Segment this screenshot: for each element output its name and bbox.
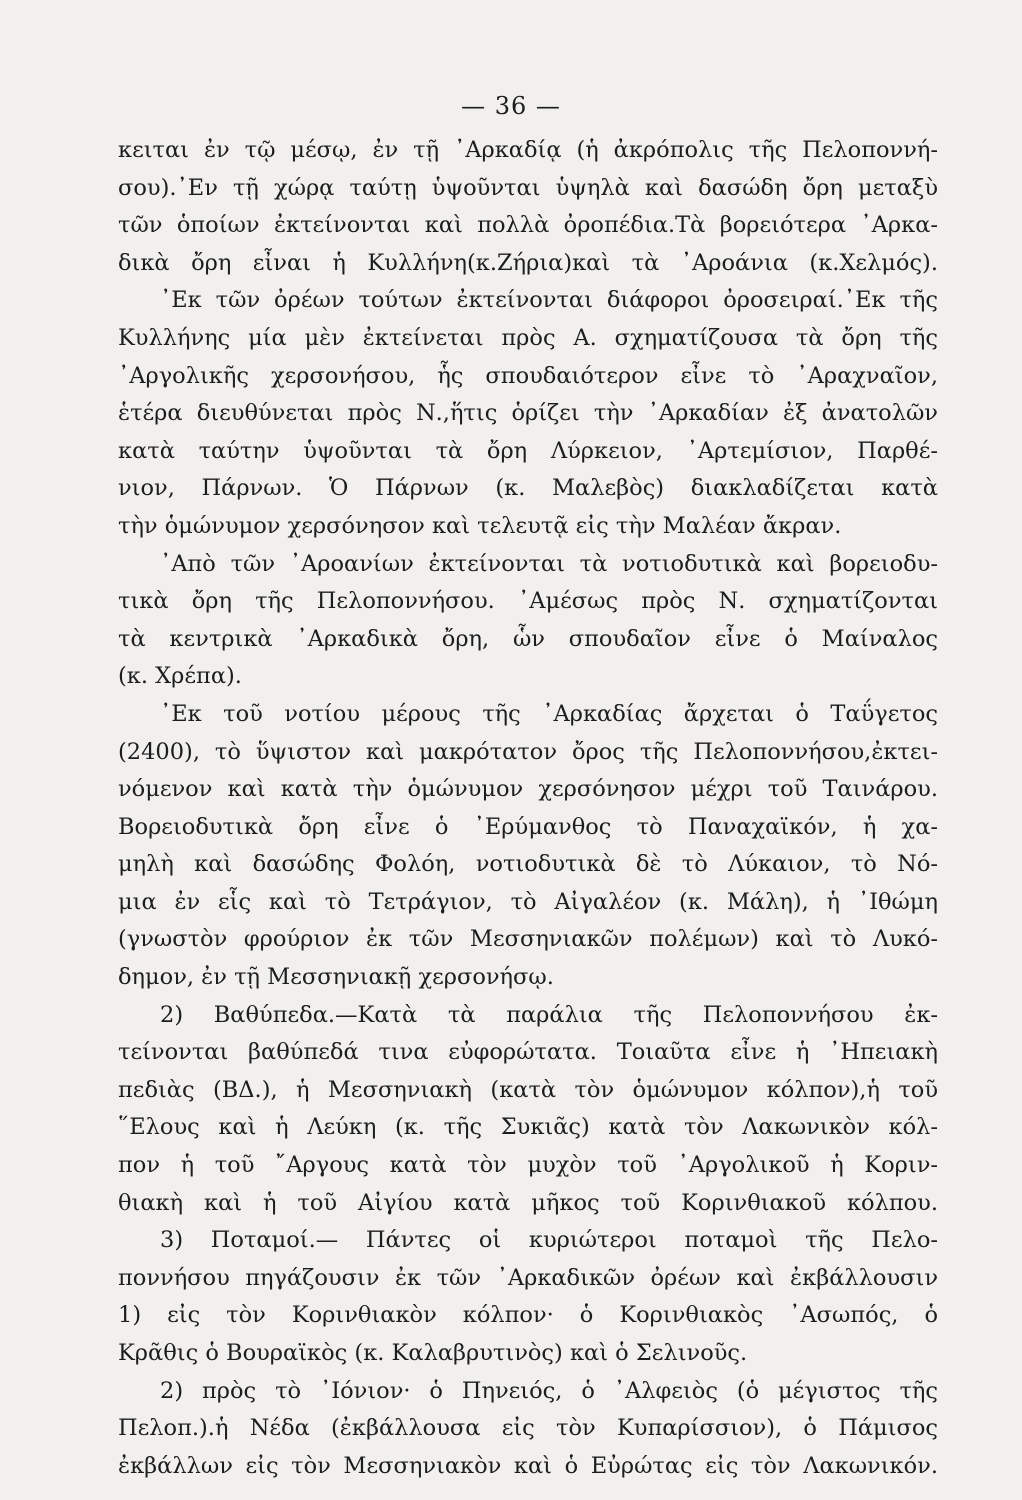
text-line: κειται ἐν τῷ μέσῳ, ἐν τῇ ᾿Αρκαδίᾳ (ἡ ἀκρόπολις τῆς Πελοποννή- xyxy=(118,137,938,163)
text-line: τικὰ ὄρη τῆς Πελοποννήσου. ᾿Αμέσως πρὸς Ν. σχηματίζονται xyxy=(118,588,938,615)
text-line: 1) εἰς τὸν Κορινθιακὸν κόλπον· ὁ Κορινθιακὸς ᾿Ασωπός, ὁ xyxy=(118,1302,938,1329)
text-line: ᾿Απὸ τῶν ᾿Αροανίων ἐκτείνονται τὰ νοτιοδυτικὰ καὶ βορειοδυ- xyxy=(160,550,938,577)
text-line: Βορειοδυτικὰ ὄρη εἶνε ὁ ᾿Ερύμανθος τὸ Παναχαϊκόν, ἡ χα- xyxy=(118,813,938,840)
text-line: (γνωστὸν φρούριον ἐκ τῶν Μεσσηνιακῶν πολέμων) καὶ τὸ Λυκό- xyxy=(118,926,938,953)
text-line: Κυλλήνης μία μὲν ἐκτείνεται πρὸς Α. σχηματίζουσα τὰ ὄρη τῆς xyxy=(118,324,938,351)
text-line: ᾿Αργολικῆς χερσονήσου, ἧς σπουδαιότερον εἶνε τὸ ᾿Αραχναῖον, xyxy=(118,362,938,389)
text-line: μηλὴ καὶ δασώδης Φολόη, νοτιοδυτικὰ δὲ τὸ Λύκαιον, τὸ Νό- xyxy=(118,851,938,878)
text-line: σου).᾿Εν τῇ χώρᾳ ταύτῃ ὑψοῦνται ὑψηλὰ καὶ δασώδη ὄρη μεταξὺ xyxy=(118,174,938,201)
text-line: ῞Ελους καὶ ἡ Λεύκη (κ. τῆς Συκιᾶς) κατὰ τὸν Λακωνικὸν κόλ- xyxy=(118,1114,938,1141)
body-text xyxy=(118,132,938,1485)
text-line: δικὰ ὄρη εἶναι ἡ Κυλλήνη(κ.Ζήρια)καὶ τὰ ᾿Αροάνια (κ.Χελμός). xyxy=(118,249,938,276)
text-line: πον ἡ τοῦ ῎Αργους κατὰ τὸν μυχὸν τοῦ ᾿Αργολικοῦ ἡ Κοριν- xyxy=(118,1152,938,1179)
text-line: δημον, ἐν τῇ Μεσσηνιακῇ χερσονήσῳ. xyxy=(118,964,554,991)
text-line: πεδιὰς (ΒΔ.), ἡ Μεσσηνιακὴ (κατὰ τὸν ὁμώνυμον κόλπον),ἡ τοῦ xyxy=(118,1076,938,1103)
text-line: ᾿Εκ τῶν ὀρέων τούτων ἐκτείνονται διάφοροι ὀροσειραί.᾿Εκ τῆς xyxy=(160,287,938,314)
text-line: τὴν ὁμώνυμον χερσόνησον καὶ τελευτᾷ εἰς τὴν Μαλέαν ἄκραν. xyxy=(118,512,842,539)
text-line: νόμενον καὶ κατὰ τὴν ὁμώνυμον χερσόνησον μέχρι τοῦ Ταινάρου. xyxy=(118,776,938,803)
text-line: ᾿Εκ τοῦ νοτίου μέρους τῆς ᾿Αρκαδίας ἄρχεται ὁ Ταΰγετος xyxy=(160,700,938,727)
text-line: Πελοπ.).ἡ Νέδα (ἐκβάλλουσα εἰς τὸν Κυπαρίσσιον), ὁ Πάμισος xyxy=(118,1415,938,1442)
text-line: ποννήσου πηγάζουσιν ἐκ τῶν ᾿Αρκαδικῶν ὀρέων καὶ ἐκβάλλουσιν xyxy=(118,1264,938,1291)
text-line: θιακὴ καὶ ἡ τοῦ Αἰγίου κατὰ μῆκος τοῦ Κορινθιακοῦ κόλπου. xyxy=(118,1189,938,1216)
text-line: μια ἐν εἷς καὶ τὸ Τετράγιον, τὸ Αἰγαλέον (κ. Μάλη), ἡ ᾿Ιθώμη xyxy=(118,888,938,915)
text-line: (κ. Χρέπα). xyxy=(118,663,242,690)
text-line: (2400), τὸ ὕψιστον καὶ μακρότατον ὄρος τῆς Πελοποννήσου,ἐκτει- xyxy=(118,738,938,765)
text-line: νιον, Πάρνων. Ὁ Πάρνων (κ. Μαλεβὸς) διακλαδίζεται κατὰ xyxy=(118,475,938,502)
text-line: 2) πρὸς τὸ ᾿Ιόνιον· ὁ Πηνειός, ὁ ᾿Αλφειὸς (ὁ μέγιστος τῆς xyxy=(160,1377,938,1404)
text-line: Κρᾶθις ὁ Βουραϊκὸς (κ. Καλαβρυτινὸς) καὶ ὁ Σελινοῦς. xyxy=(118,1340,748,1366)
text-line: κατὰ ταύτην ὑψοῦνται τὰ ὄρη Λύρκειον, ᾿Αρτεμίσιον, Παρθέ- xyxy=(118,437,938,464)
text-line: τῶν ὁποίων ἐκτείνονται καὶ πολλὰ ὀροπέδια.Τὰ βορειότερα ᾿Αρκα- xyxy=(118,212,938,239)
text-line: 3) Ποταμοί.— Πάντες οἱ κυριώτεροι ποταμοὶ τῆς Πελο- xyxy=(160,1227,938,1254)
page-number: — 36 — xyxy=(461,92,561,120)
text-line: ἐκβάλλων εἰς τὸν Μεσσηνιακὸν καὶ ὁ Εὐρώτας εἰς τὸν Λακωνικόν. xyxy=(118,1452,938,1479)
text-line: τείνονται βαθύπεδά τινα εὐφορώτατα. Τοιαῦτα εἶνε ἡ ᾿Ηπειακὴ xyxy=(118,1039,938,1066)
text-line: 2) Βαθύπεδα.—Κατὰ τὰ παράλια τῆς Πελοποννήσου ἐκ- xyxy=(160,1001,938,1028)
text-line: ἑτέρα διευθύνεται πρὸς Ν.,ἥτις ὁρίζει τὴν ᾿Αρκαδίαν ἐξ ἀνατολῶν xyxy=(118,400,938,427)
text-line: τὰ κεντρικὰ ᾿Αρκαδικὰ ὄρη, ὧν σπουδαῖον εἶνε ὁ Μαίναλος xyxy=(118,625,938,652)
